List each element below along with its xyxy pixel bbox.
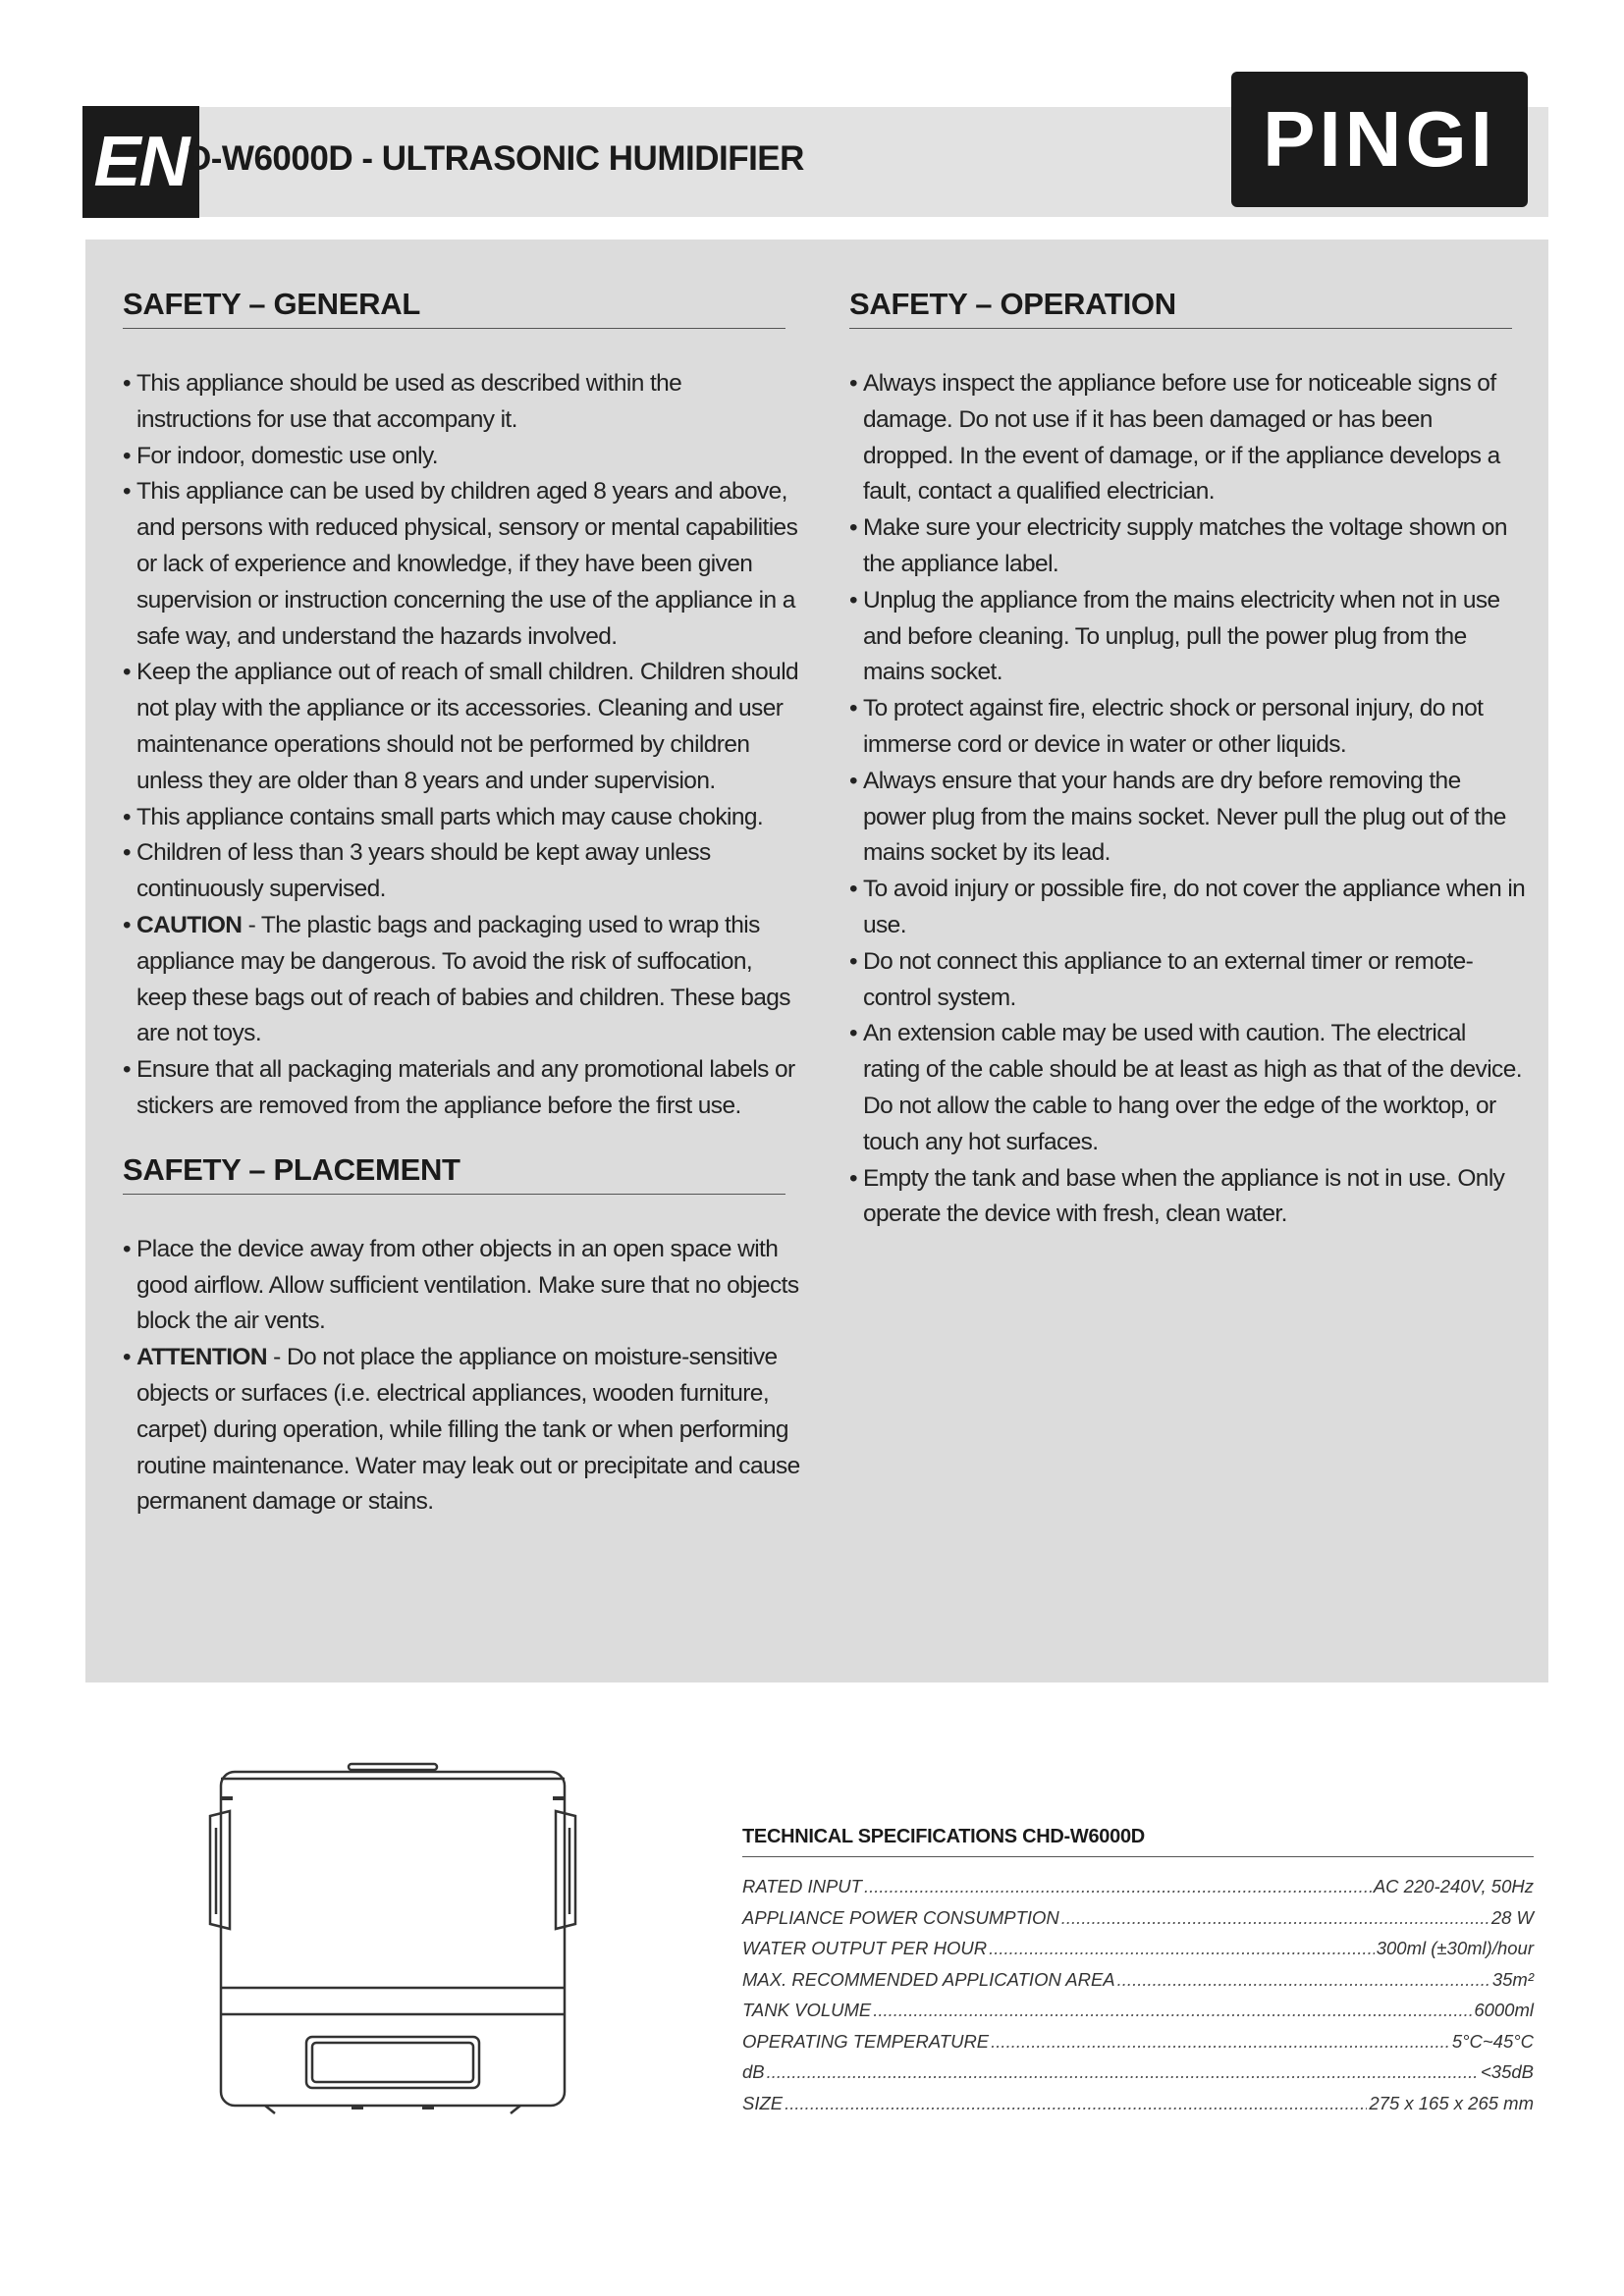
spec-label: OPERATING TEMPERATURE (742, 2030, 990, 2052)
safety-operation-list (849, 366, 1527, 1233)
dot-leader (1061, 1902, 1489, 1934)
safety-placement-heading: SAFETY – PLACEMENT (123, 1152, 785, 1195)
spec-label: MAX. RECOMMENDED APPLICATION AREA (742, 1968, 1115, 1990)
list-item (123, 800, 800, 836)
list-item-text: Do not connect this appliance to an external timer or remote-control system. (863, 947, 1474, 1011)
safety-operation-heading: SAFETY – OPERATION (849, 287, 1512, 329)
list-item-text: To protect against fire, electric shock or personal injury, do not immerse cord or device in water or other liquids. (863, 695, 1484, 758)
list-item-text: Unplug the appliance from the mains electricity when not in use and before cleaning. To unplug, pull the power plug from the mains socket. (863, 586, 1500, 686)
specs-table (742, 1871, 1534, 2118)
spec-row (742, 2088, 1534, 2119)
spec-label: SIZE (742, 2092, 784, 2113)
spec-value: 35m² (1491, 1968, 1534, 1990)
brand-logo: PINGI (1231, 72, 1528, 207)
warning-label: CAUTION (136, 911, 243, 938)
list-item-text: Make sure your electricity supply matches the voltage shown on the appliance label. (863, 514, 1507, 577)
spec-row (742, 1933, 1534, 1964)
list-item (849, 872, 1527, 944)
safety-general-heading: SAFETY – GENERAL (123, 287, 785, 329)
safety-general-list (123, 366, 800, 1125)
list-item-text: Keep the appliance out of reach of small children. Children should not play with the appliance or its accessories. Cleaning and user maintenance operations should not be performed by children unless they are older than 8 years and under supervision. (136, 659, 799, 794)
spec-label: dB (742, 2061, 765, 2082)
spec-value: 300ml (±30ml)/hour (1376, 1938, 1534, 1958)
list-item (123, 1232, 800, 1340)
list-item-text: For indoor, domestic use only. (136, 442, 439, 469)
top-cap-line (349, 1764, 437, 1770)
list-item (123, 474, 800, 655)
dot-leader (991, 2026, 1450, 2057)
list-item-text: Place the device away from other objects in an open space with good airflow. Allow sufficient ventilation. Make sure that no objects block the air vents. (136, 1235, 799, 1335)
display-panel-outline (306, 2037, 479, 2088)
spec-label: RATED INPUT (742, 1876, 862, 1896)
dot-leader (1117, 1964, 1490, 1996)
list-item (123, 908, 800, 1052)
warning-label: ATTENTION (136, 1344, 267, 1371)
list-item (123, 366, 800, 439)
list-item-text: Empty the tank and base when the appliance is not in use. Only operate the device with fresh, clean water. (863, 1164, 1505, 1228)
dot-leader (785, 2088, 1367, 2119)
list-item-text: To avoid injury or possible fire, do not cover the appliance when in use. (863, 876, 1526, 938)
list-item (123, 655, 800, 799)
dot-leader (989, 1933, 1375, 1964)
dot-leader (864, 1871, 1372, 1902)
list-item-text: This appliance can be used by children aged 8 years and above, and persons with reduced physical, sensory or mental capabilities or lack of experience and knowledge, if they have been given supervision or instruction concerning the use of the appliance in a safe way, and understand the hazards involved. (136, 478, 798, 650)
spec-value: 5°C~45°C (1451, 2030, 1534, 2052)
spec-row (742, 2056, 1534, 2088)
list-item (849, 1161, 1527, 1234)
list-item (849, 691, 1527, 764)
spec-value: 28 W (1490, 1906, 1534, 1928)
dot-leader (767, 2056, 1479, 2088)
page-title: D-W6000D - ULTRASONIC HUMIDIFIER (187, 139, 804, 178)
list-item-text: Children of less than 3 years should be kept away unless continuously supervised. (136, 839, 711, 903)
spec-value: 6000ml (1474, 2000, 1534, 2020)
safety-placement-list (123, 1232, 800, 1521)
humidifier-illustration (196, 1757, 589, 2120)
list-item-text: - The plastic bags and packaging used to wrap this appliance may be dangerous. To avoid the risk of suffocation, keep these bags out of reach of babies and children. These bags are not toys. (136, 911, 790, 1047)
right-column (849, 287, 1527, 1233)
list-item (849, 510, 1527, 583)
spec-row (742, 1995, 1534, 2026)
body-outline (221, 1772, 565, 2106)
list-item (849, 366, 1527, 510)
list-item-text: Always inspect the appliance before use for noticeable signs of damage. Do not use if it has been damaged or has been dropped. In the event of damage, or if the appliance develops a fault, contact a qualified electrician. (863, 370, 1500, 506)
list-item-text: This appliance should be used as described within the instructions for use that accompany it. (136, 370, 682, 433)
spec-row (742, 1871, 1534, 1902)
list-item-text: Always ensure that your hands are dry before removing the power plug from the mains socket. Never pull the plug out of the mains socket by its lead. (863, 767, 1506, 867)
technical-specifications (742, 1826, 1534, 2118)
list-item (849, 944, 1527, 1017)
spec-value: 275 x 165 x 265 mm (1369, 2092, 1534, 2113)
spec-row (742, 1902, 1534, 1934)
list-item-text: An extension cable may be used with caution. The electrical rating of the cable should be at least as high as that of the device. Do not allow the cable to hang over the edge of the worktop, or touch any hot surfaces. (863, 1020, 1522, 1155)
spec-value: <35dB (1480, 2061, 1534, 2082)
language-badge: EN (82, 106, 199, 218)
list-item (123, 439, 800, 475)
list-item-text: - Do not place the appliance on moisture-sensitive objects or surfaces (i.e. electrical appliances, wooden furniture, carpet) during operation, while filling the tank or when performing routine maintenance. Water may leak out or precipitate and cause permanent damage or stains. (136, 1344, 800, 1516)
spec-row (742, 2026, 1534, 2057)
left-column (123, 287, 800, 1521)
dot-leader (873, 1995, 1472, 2026)
list-item (123, 835, 800, 908)
spec-value: AC 220-240V, 50Hz (1373, 1876, 1534, 1896)
list-item (849, 583, 1527, 691)
spec-label: TANK VOLUME (742, 2000, 872, 2020)
list-item (123, 1340, 800, 1521)
spec-label: APPLIANCE POWER CONSUMPTION (742, 1906, 1059, 1928)
list-item (849, 764, 1527, 872)
spec-row (742, 1964, 1534, 1996)
list-item (123, 1052, 800, 1125)
list-item (849, 1016, 1527, 1160)
list-item-text: Ensure that all packaging materials and any promotional labels or stickers are removed from the appliance before the first use. (136, 1056, 795, 1119)
list-item-text: This appliance contains small parts which may cause choking. (136, 803, 764, 830)
spec-label: WATER OUTPUT PER HOUR (742, 1938, 988, 1958)
specs-title: TECHNICAL SPECIFICATIONS CHD-W6000D (742, 1826, 1534, 1857)
